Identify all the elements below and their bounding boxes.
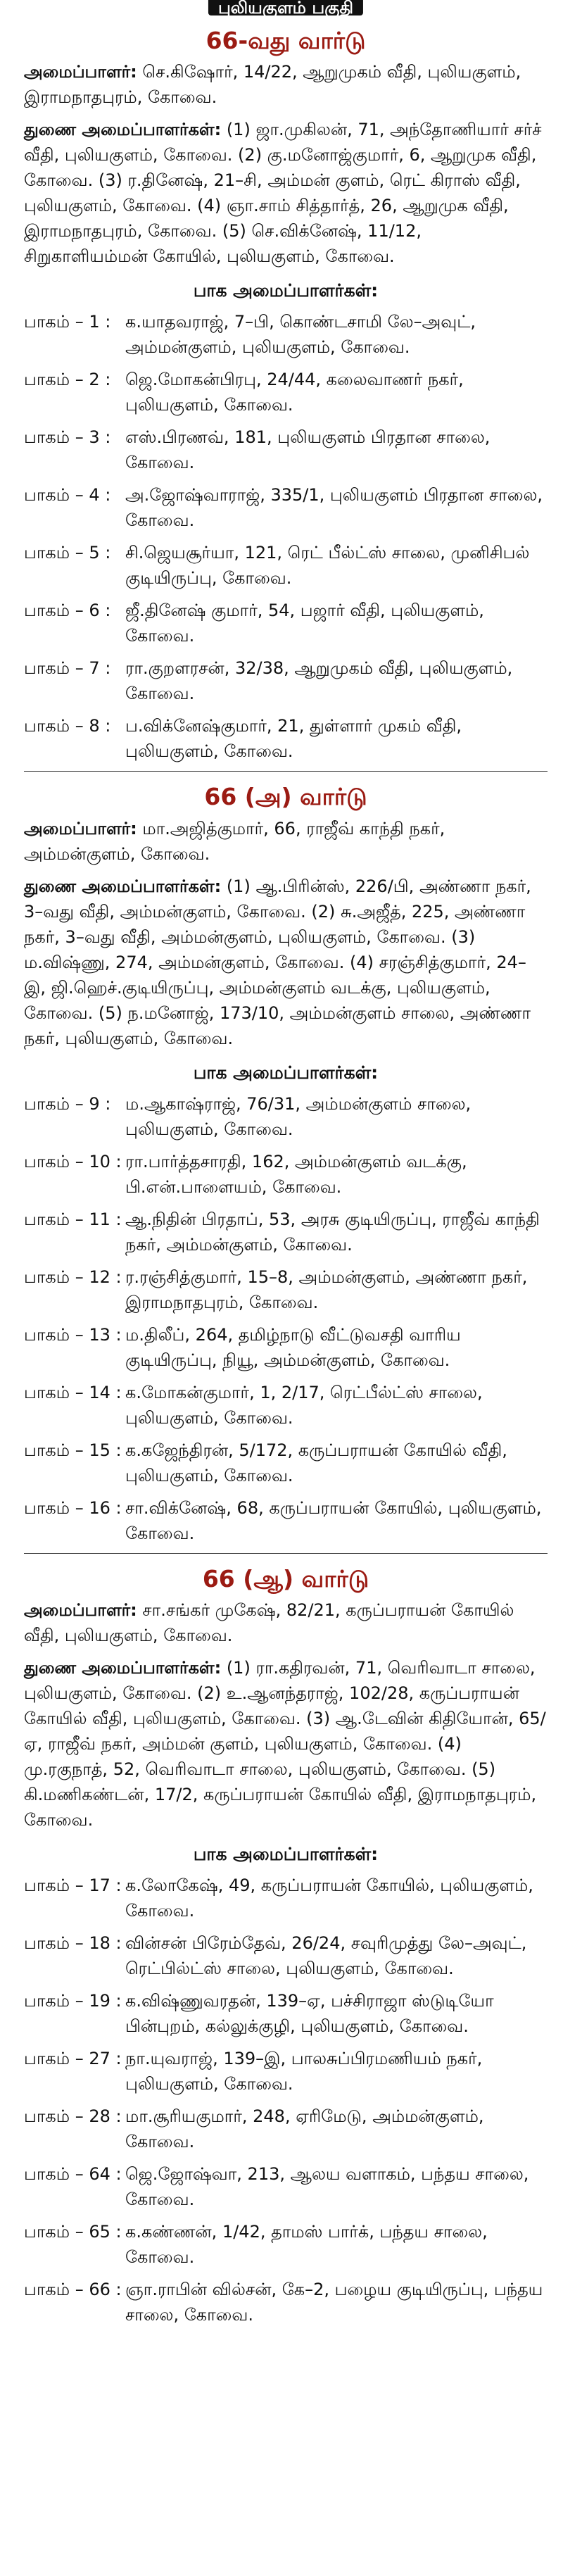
section-divider bbox=[24, 1553, 548, 1554]
part-number: பாகம் – 19 : bbox=[24, 1990, 122, 2011]
part-row bbox=[24, 2046, 548, 2097]
part-detail: க.விஷ்ணுவரதன், 139–ஏ, பச்சிராஜா ஸ்டுடியோ பின்புறம், கல்லுக்குழி, புலியகுளம், கோவை. bbox=[125, 1990, 494, 2036]
organizer-label: அமைப்பாளர்: bbox=[24, 1600, 137, 1620]
part-number: பாகம் – 10 : bbox=[24, 1151, 122, 1171]
part-number: பாகம் – 11 : bbox=[24, 1209, 122, 1229]
part-number: பாகம் – 28 : bbox=[24, 2106, 122, 2126]
part-number: பாகம் – 12 : bbox=[24, 1267, 122, 1287]
part-detail: ம.திலீப், 264, தமிழ்நாடு வீட்டுவசதி வாரிய குடியிருப்பு, நியூ, அம்மன்குளம், கோவை. bbox=[125, 1324, 461, 1370]
part-detail: மா.சூரியகுமார், 248, ஏரிமேடு, அம்மன்குளம், கோவை. bbox=[125, 2106, 484, 2151]
part-number: பாகம் – 6 : bbox=[24, 601, 111, 621]
part-detail: க.கண்ணன், 1/42, தாமஸ் பார்க், பந்தய சாலை, கோவை. bbox=[125, 2221, 488, 2267]
assistant-label: துணை அமைப்பாளர்கள்: bbox=[24, 1657, 222, 1678]
part-row bbox=[24, 1930, 548, 1981]
part-detail: ஜெ.ஜோஷ்வா, 213, ஆலய வளாகம், பந்தய சாலை, கோவை. bbox=[125, 2163, 529, 2209]
part-detail: ர.ரஞ்சித்குமார், 15–8, அம்மன்குளம், அண்ணா நகர், இராமநாதபுரம், கோவை. bbox=[125, 1267, 528, 1312]
part-detail: சா.விக்னேஷ், 68, கருப்பராயன் கோயில், புலியகுளம், கோவை. bbox=[125, 1497, 542, 1543]
organizer-text: மா.அஜித்குமார், 66, ராஜீவ் காந்தி நகர், அம்மன்குளம், கோவை. bbox=[24, 818, 445, 864]
part-detail: க.யாதவராஜ், 7–பி, கொண்டசாமி லே–அவுட், அம்மன்குளம், புலியகுளம், கோவை. bbox=[125, 312, 476, 358]
part-number: பாகம் – 27 : bbox=[24, 2048, 122, 2068]
part-detail: ம.ஆகாஷ்ராஜ், 76/31, அம்மன்குளம் சாலை, புலியகுளம், கோவை. bbox=[125, 1093, 472, 1139]
part-row bbox=[24, 1873, 548, 1923]
part-number: பாகம் – 14 : bbox=[24, 1382, 122, 1402]
part-row bbox=[24, 1495, 548, 1546]
part-detail: சி.ஜெயசூர்யா, 121, ரெட் பீல்ட்ஸ் சாலை, முனிசிபல் குடியிருப்பு, கோவை. bbox=[125, 543, 530, 589]
part-row bbox=[24, 1438, 548, 1488]
part-row bbox=[24, 482, 548, 533]
part-number: பாகம் – 5 : bbox=[24, 543, 111, 563]
part-row bbox=[24, 309, 548, 360]
part-detail: எஸ்.பிரணவ், 181, புலியகுளம் பிரதான சாலை, கோவை. bbox=[125, 427, 491, 473]
part-row bbox=[24, 2161, 548, 2212]
part-detail: ஜெ.மோகன்பிரபு, 24/44, கலைவாணர் நகர், புலியகுளம், கோவை. bbox=[125, 370, 464, 415]
part-row bbox=[24, 598, 548, 648]
page-title: புலியகுளம் பகுதி bbox=[208, 0, 363, 15]
part-number: பாகம் – 3 : bbox=[24, 427, 111, 448]
part-detail: நா.யுவராஜ், 139–இ, பாலசுப்பிரமணியம் நகர், புலியகுளம், கோவை. bbox=[125, 2048, 483, 2094]
organizer-label: அமைப்பாளர்: bbox=[24, 818, 137, 838]
organizer-text: செ.கிஷோர், 14/22, ஆறுமுகம் வீதி, புலியகுளம், இராமநாதபுரம், கோவை. bbox=[24, 62, 521, 108]
part-row bbox=[24, 540, 548, 591]
organizer-text: சா.சங்கர் முகேஷ், 82/21, கருப்பராயன் கோயில் வீதி, புலியகுளம், கோவை. bbox=[24, 1600, 514, 1645]
part-number: பாகம் – 2 : bbox=[24, 370, 111, 390]
organizer-paragraph bbox=[24, 816, 548, 867]
ward-heading: 66-வது வார்டு bbox=[205, 27, 366, 54]
part-row bbox=[24, 2104, 548, 2154]
organizer-paragraph bbox=[24, 1597, 548, 1648]
part-row bbox=[24, 2219, 548, 2270]
part-number: பாகம் – 15 : bbox=[24, 1440, 122, 1460]
ward-section bbox=[24, 784, 548, 1553]
part-detail: ரா.குறளரசன், 32/38, ஆறுமுகம் வீதி, புலியகுளம், கோவை. bbox=[125, 658, 513, 704]
part-row bbox=[24, 1988, 548, 2039]
part-row bbox=[24, 367, 548, 417]
part-row bbox=[24, 713, 548, 764]
top-banner bbox=[24, 0, 548, 18]
ward-heading: 66 (அ) வார்டு bbox=[204, 783, 367, 811]
part-detail: வின்சன் பிரேம்தேவ், 26/24, சவுரிமுத்து லே–அவுட், ரெட்பில்ட்ஸ் சாலை, புலியகுளம், கோவை. bbox=[125, 1933, 527, 1978]
part-number: பாகம் – 16 : bbox=[24, 1497, 122, 1518]
ward-heading: 66 (ஆ) வார்டு bbox=[202, 1564, 369, 1592]
part-row bbox=[24, 1091, 548, 1142]
part-row bbox=[24, 1207, 548, 1257]
part-detail: க.கஜேந்திரன், 5/172, கருப்பராயன் கோயில் வீதி, புலியகுளம், கோவை. bbox=[125, 1440, 507, 1485]
assistant-label: துணை அமைப்பாளர்கள்: bbox=[24, 876, 222, 896]
ward-section bbox=[24, 28, 548, 772]
assistant-label: துணை அமைப்பாளர்கள்: bbox=[24, 120, 222, 140]
section-divider bbox=[24, 771, 548, 772]
part-number: பாகம் – 18 : bbox=[24, 1933, 122, 1953]
part-detail: ஜீ.தினேஷ் குமார், 54, பஜார் வீதி, புலியகுளம், கோவை. bbox=[125, 601, 484, 646]
part-row bbox=[24, 1264, 548, 1315]
organizer-paragraph bbox=[24, 59, 548, 110]
parts-section-title: பாக அமைப்பாளர்கள்: bbox=[193, 280, 379, 301]
part-row bbox=[24, 1380, 548, 1431]
part-row bbox=[24, 1149, 548, 1200]
part-number: பாகம் – 7 : bbox=[24, 658, 111, 679]
organizer-label: அமைப்பாளர்: bbox=[24, 62, 137, 82]
parts-section-title: பாக அமைப்பாளர்கள்: bbox=[193, 1062, 379, 1083]
assistant-text: (1) ஆ.பிரின்ஸ், 226/பி, அண்ணா நகர், 3–வது வீதி, அம்மன்குளம், கோவை. (2) சு.அஜீத், 225, அண்ணா நகர், 3–வது வீதி, அம்மன்குளம், புலியகுளம், கோவை. (3) ம.விஷ்ணு, 274, அம்மன்குளம், கோவை. (4) சரஞ்சித்குமார், 24–இ, ஜி.ஹெச்.குடியிருப்பு, அம்மன்குளம் வடக்கு, புலியகுளம், கோவை. (5) ந.மனோஜ், 173/10, அம்மன்குளம் சாலை, அண்ணா நகர், புலியகுளம், கோவை. bbox=[24, 876, 531, 1048]
part-row bbox=[24, 425, 548, 475]
part-row bbox=[24, 1322, 548, 1373]
part-row bbox=[24, 2277, 548, 2327]
assistant-text: (1) ரா.கதிரவன், 71, வெரிவாடா சாலை, புலியகுளம், கோவை. (2) உ.ஆனந்தராஜ், 102/28, கருப்பராயன் கோயில் வீதி, புலியகுளம், கோவை. (3) ஆ.டேவின் கிதியோன், 65/ஏ, ராஜீவ் நகர், அம்மன் குளம், புலியகுளம், கோவை. (4) மு.ரகுநாத், 52, வெரிவாடா சாலை, புலியகுளம், கோவை. (5) கி.மணிகண்டன், 17/2, கருப்பராயன் கோயில் வீதி, இராமநாதபுரம், கோவை. bbox=[24, 1657, 546, 1830]
part-detail: க.மோகன்குமார், 1, 2/17, ரெட்பீல்ட்ஸ் சாலை, புலியகுளம், கோவை. bbox=[125, 1382, 483, 1428]
part-number: பாகம் – 9 : bbox=[24, 1093, 111, 1114]
part-row bbox=[24, 655, 548, 706]
assistant-paragraph bbox=[24, 117, 548, 269]
parts-section-title: பாக அமைப்பாளர்கள்: bbox=[193, 1843, 379, 1864]
parts-list bbox=[24, 1873, 548, 2327]
part-number: பாகம் – 66 : bbox=[24, 2279, 122, 2299]
part-detail: ரா.பார்த்தசாரதி, 162, அம்மன்குளம் வடக்கு, பி.என்.பாளையம், கோவை. bbox=[125, 1151, 467, 1197]
part-detail: க.லோகேஷ், 49, கருப்பராயன் கோயில், புலியகுளம், கோவை. bbox=[125, 1875, 533, 1921]
part-detail: ப.விக்னேஷ்குமார், 21, துள்ளார் முகம் வீதி, புலியகுளம், கோவை. bbox=[125, 716, 462, 762]
assistant-text: (1) ஜா.முகிலன், 71, அந்தோணியார் சர்ச் வீதி, புலியகுளம், கோவை. (2) கு.மனோஜ்குமார், 6, ஆறுமுக வீதி, கோவை. (3) ர.தினேஷ், 21–சி, அம்மன் குளம், ரெட் கிராஸ் வீதி, புலியகுளம், கோவை. (4) ஞா.சாம் சித்தார்த், 26, ஆறுமுக வீதி, இராமநாதபுரம், கோவை. (5) செ.விக்னேஷ், 11/12, சிறுகாளியம்மன் கோயில், புலியகுளம், கோவை. bbox=[24, 120, 542, 267]
ward-section bbox=[24, 1566, 548, 2327]
part-number: பாகம் – 1 : bbox=[24, 312, 111, 332]
assistant-paragraph bbox=[24, 1655, 548, 1833]
part-detail: ஞா.ராபின் வில்சன், கே–2, பழைய குடியிருப்பு, பந்தய சாலை, கோவை. bbox=[125, 2279, 543, 2325]
part-number: பாகம் – 4 : bbox=[24, 485, 111, 505]
part-number: பாகம் – 17 : bbox=[24, 1875, 122, 1895]
part-number: பாகம் – 65 : bbox=[24, 2221, 122, 2242]
parts-list bbox=[24, 1091, 548, 1546]
assistant-paragraph bbox=[24, 874, 548, 1051]
parts-list bbox=[24, 309, 548, 764]
part-detail: அ.ஜோஷ்வாராஜ், 335/1, புலியகுளம் பிரதான சாலை, கோவை. bbox=[125, 485, 543, 531]
part-detail: ஆ.நிதின் பிரதாப், 53, அரசு குடியிருப்பு, ராஜீவ் காந்தி நகர், அம்மன்குளம், கோவை. bbox=[125, 1209, 540, 1255]
part-number: பாகம் – 8 : bbox=[24, 716, 111, 736]
part-number: பாகம் – 13 : bbox=[24, 1324, 122, 1345]
part-number: பாகம் – 64 : bbox=[24, 2163, 122, 2184]
